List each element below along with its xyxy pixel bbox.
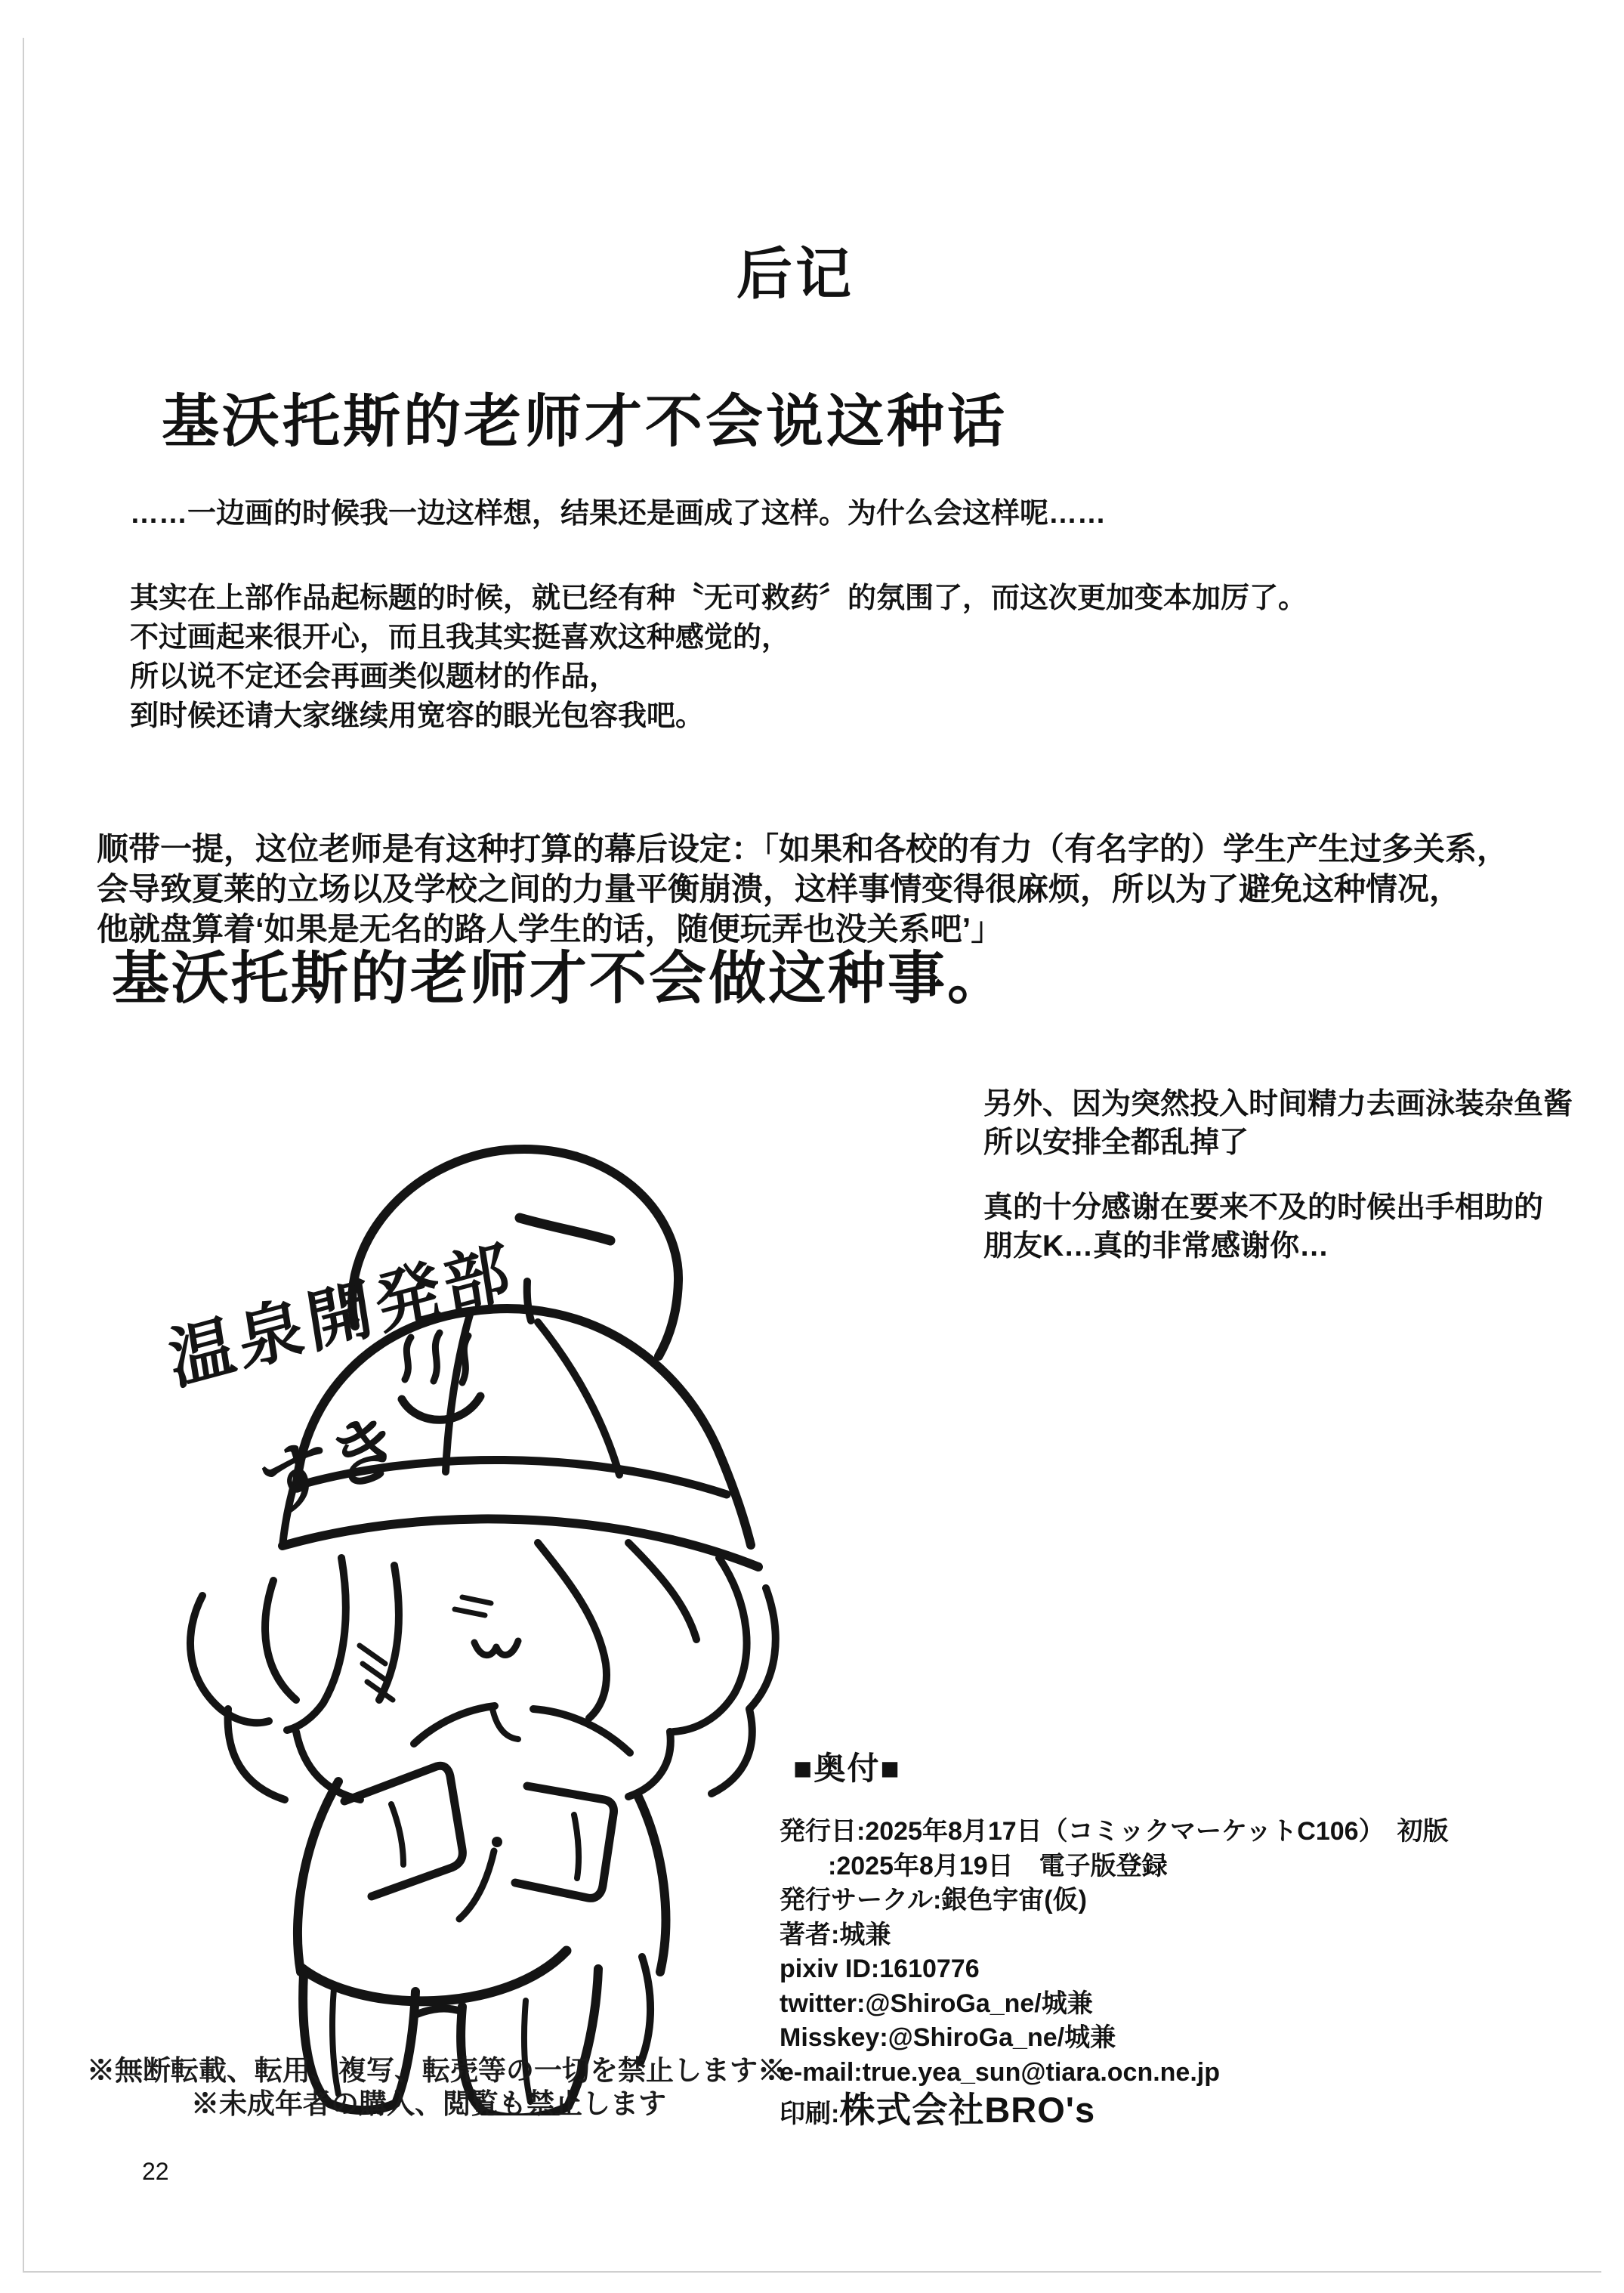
colophon-digital-date: :2025年8月19日 電子版登録	[828, 1851, 1168, 1880]
copyright-notice-line: ※無断転載、転用、複写、転売等の一切を禁止します※	[87, 2056, 786, 2087]
colophon	[780, 1815, 1449, 2132]
thanks-note	[983, 1188, 1543, 1265]
paragraph-setting	[97, 829, 1508, 949]
colophon-publish-date: 発行日:2025年8月17日（コミックマーケットC106） 初版	[780, 1817, 1449, 1846]
colophon-twitter: twitter:@ShiroGa_ne/城兼	[780, 1989, 1093, 2018]
paragraph-reflection-line: 所以说不定还会再画类似题材的作品，	[130, 661, 619, 693]
colophon-pixiv-id: pixiv ID:1610776	[780, 1955, 980, 1983]
side-note-line: 另外、因为突然投入时间精力去画泳装杂鱼酱	[983, 1088, 1573, 1120]
hot-spring-icon	[402, 1333, 480, 1420]
colophon-circle: 発行サークル:銀色宇宙(仮)	[780, 1886, 1087, 1914]
colophon-printer-name: 株式会社BRO's	[839, 2090, 1096, 2130]
hair	[190, 1543, 776, 1800]
copyright-notice	[87, 2055, 786, 2121]
paragraph-reflection	[130, 579, 1307, 736]
colophon-author: 著者:城兼	[780, 1920, 891, 1949]
page-number: 22	[142, 2158, 169, 2185]
scan-edge-left	[23, 38, 24, 2273]
paragraph-setting-line: 他就盘算着‘如果是无名的路人学生的话，随便玩弄也没关系吧’」	[97, 911, 1003, 947]
colophon-printer	[780, 2090, 1449, 2132]
heading-say: 基沃托斯的老师才不会说这种话	[162, 390, 1008, 454]
paragraph-setting-line: 顺带一提，这位老师是有这种打算的幕后设定：「如果和各校的有力（有名字的）学生产生过多关系，	[97, 831, 1509, 867]
paragraph-reflection-line: 其实在上部作品起标题的时候，就已经有种〝无可救药〞的氛围了，而这次更加变本加厉了。	[130, 583, 1308, 614]
paragraph-intro: ……一边画的时候我一边这样想，结果还是画成了这样。为什么会这样呢……	[130, 498, 1107, 530]
copyright-notice-line: ※未成年者の購入、閲覧も禁止します	[191, 2089, 666, 2120]
thanks-note-line: 朋友K…真的非常感谢你…	[983, 1230, 1329, 1262]
side-note-line: 所以安排全都乱掉了	[983, 1126, 1249, 1159]
colophon-printer-label: 印刷:	[780, 2100, 840, 2128]
page-title: 后记	[736, 243, 854, 305]
thanks-note-line: 真的十分感谢在要来不及的时候出手相助的	[983, 1191, 1544, 1224]
paragraph-reflection-line: 到时候还请大家继续用宽容的眼光包容我吧。	[130, 700, 705, 732]
side-note	[983, 1085, 1573, 1162]
handwriting-suki: すき	[252, 1401, 409, 1531]
body	[298, 1706, 665, 2001]
colophon-misskey: Misskey:@ShiroGa_ne/城兼	[780, 2023, 1116, 2052]
handwriting-onsen-club: 温泉開発部	[164, 1232, 519, 1398]
colophon-email: e-mail:true.yea_sun@tiara.ocn.ne.jp	[780, 2057, 1220, 2087]
scan-edge-bottom	[23, 2271, 1601, 2273]
paragraph-setting-line: 会导致夏莱的立场以及学校之间的力量平衡崩溃，这样事情变得很麻烦，所以为了避免这种情况，	[97, 871, 1462, 907]
paragraph-reflection-line: 不过画起来很开心，而且我其实挺喜欢这种感觉的，	[130, 622, 791, 654]
colophon-header: ■奥付■	[793, 1751, 901, 1786]
heading-do: 基沃托斯的老师才不会做这种事。	[112, 947, 1007, 1011]
